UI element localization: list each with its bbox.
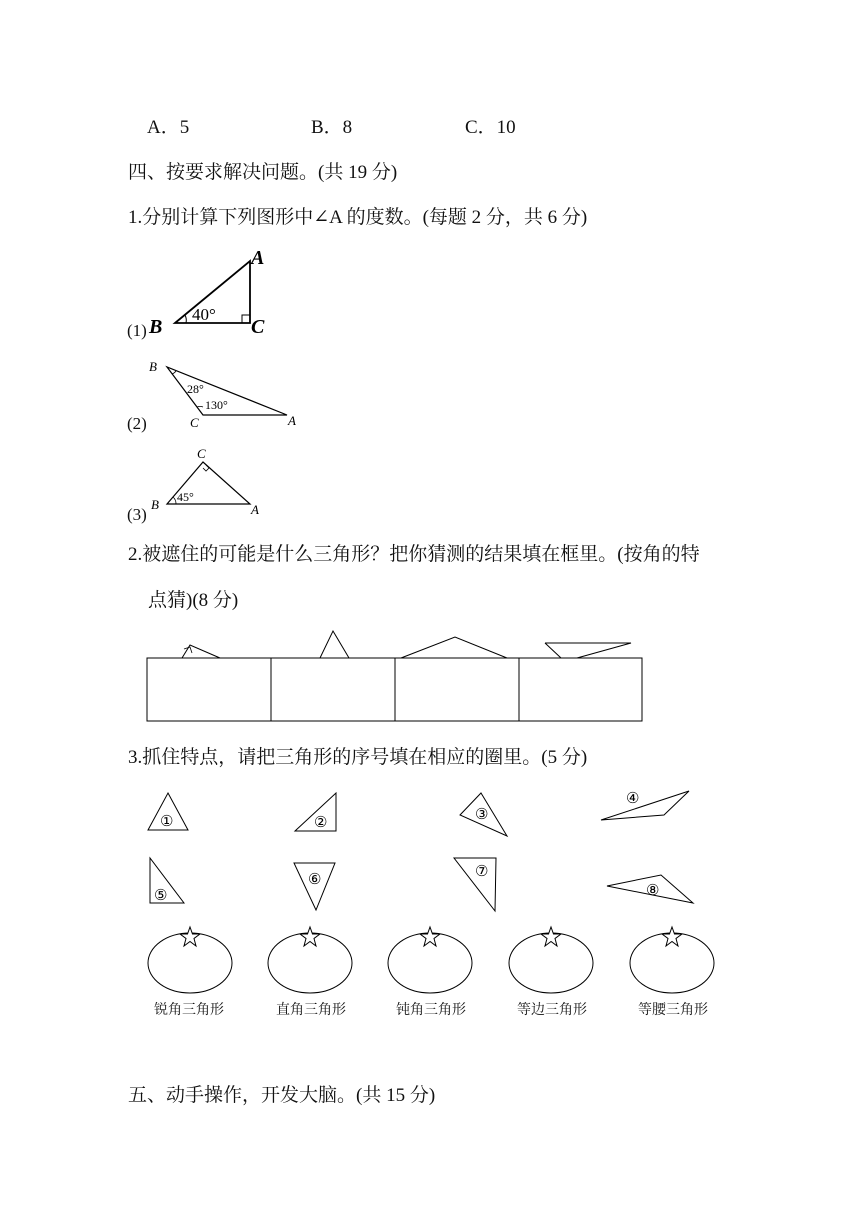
choice-a: A．5 [147,117,190,138]
fig1-vertex-a: A [251,247,265,269]
triangle-5-number: ⑤ [154,888,168,904]
category-acute: 锐角三角形 [154,1001,224,1017]
fig3-vertex-b: B [151,497,159,512]
triangle-3 [460,793,507,836]
triangle-1 [148,793,188,830]
category-obtuse: 钝角三角形 [396,1001,466,1017]
fig3-label: (3) [127,505,147,524]
answer-box-2 [271,658,395,721]
fig1-vertex-b: B [149,316,163,338]
q2-text-line2: 点猜)(8 分) [148,590,239,611]
answer-box-3 [395,658,519,721]
hidden-triangles-figure [145,625,650,725]
oval-isosceles [630,927,714,993]
right-isosceles-triangle-figure-3 [145,445,275,525]
right-triangle-figure-1 [145,245,285,345]
triangle-8 [607,875,693,903]
oval-right [268,927,352,993]
triangle-7-number: ⑦ [475,864,489,880]
category-equilateral: 等边三角形 [517,1001,587,1017]
category-ovals-figure [140,925,730,1000]
fig2-vertex-a: A [288,413,296,428]
q2-text-line1: 2.被遮住的可能是什么三角形？把你猜测的结果填在框里。(按角的特 [128,544,700,565]
triangle-4 [601,791,689,820]
fig1-vertex-c: C [251,316,265,338]
triangle-6 [294,863,335,910]
triangle-2-number: ② [314,815,328,831]
triangle-8-number: ⑧ [646,883,660,899]
category-isosceles: 等腰三角形 [638,1001,708,1017]
fig1-label: (1) [127,321,147,340]
triangle-7 [454,858,496,911]
fig2-vertex-b: B [149,359,157,374]
section5-heading: 五、动手操作，开发大脑。(共 15 分) [128,1085,436,1106]
fig3-vertex-c: C [197,446,206,461]
choice-c: C．10 [465,117,516,138]
triangle-2 [295,793,336,831]
fig2-label: (2) [127,414,147,433]
fig1-angle-label: 40° [192,305,216,324]
oval-obtuse [388,927,472,993]
category-right: 直角三角形 [276,1001,346,1017]
triangle-5 [150,858,184,904]
fig3-vertex-a: A [251,502,259,517]
q1-text: 1.分别计算下列图形中∠A 的度数。(每题 2 分，共 6 分) [128,207,588,228]
fig3-angle-label: 45° [177,490,194,504]
q3-text: 3.抓住特点，请把三角形的序号填在相应的圈里。(5 分) [128,747,588,768]
triangle-4-number: ④ [626,791,640,807]
section4-heading: 四、按要求解决问题。(共 19 分) [128,162,398,183]
fig2-vertex-c: C [190,415,199,430]
oval-equilateral [509,927,593,993]
numbered-triangles-figure [140,783,720,918]
answer-box-4 [519,658,642,721]
obtuse-triangle-figure-2 [145,355,315,435]
choice-b: B．8 [311,117,353,138]
triangle-3-number: ③ [475,807,489,823]
triangle-6-number: ⑥ [308,872,322,888]
oval-acute [148,927,232,993]
answer-box-1 [147,658,271,721]
fig2-angle-b-label: 28° [187,382,204,396]
fig2-angle-c-label: 130° [205,398,228,412]
triangle-1-number: ① [160,814,174,830]
